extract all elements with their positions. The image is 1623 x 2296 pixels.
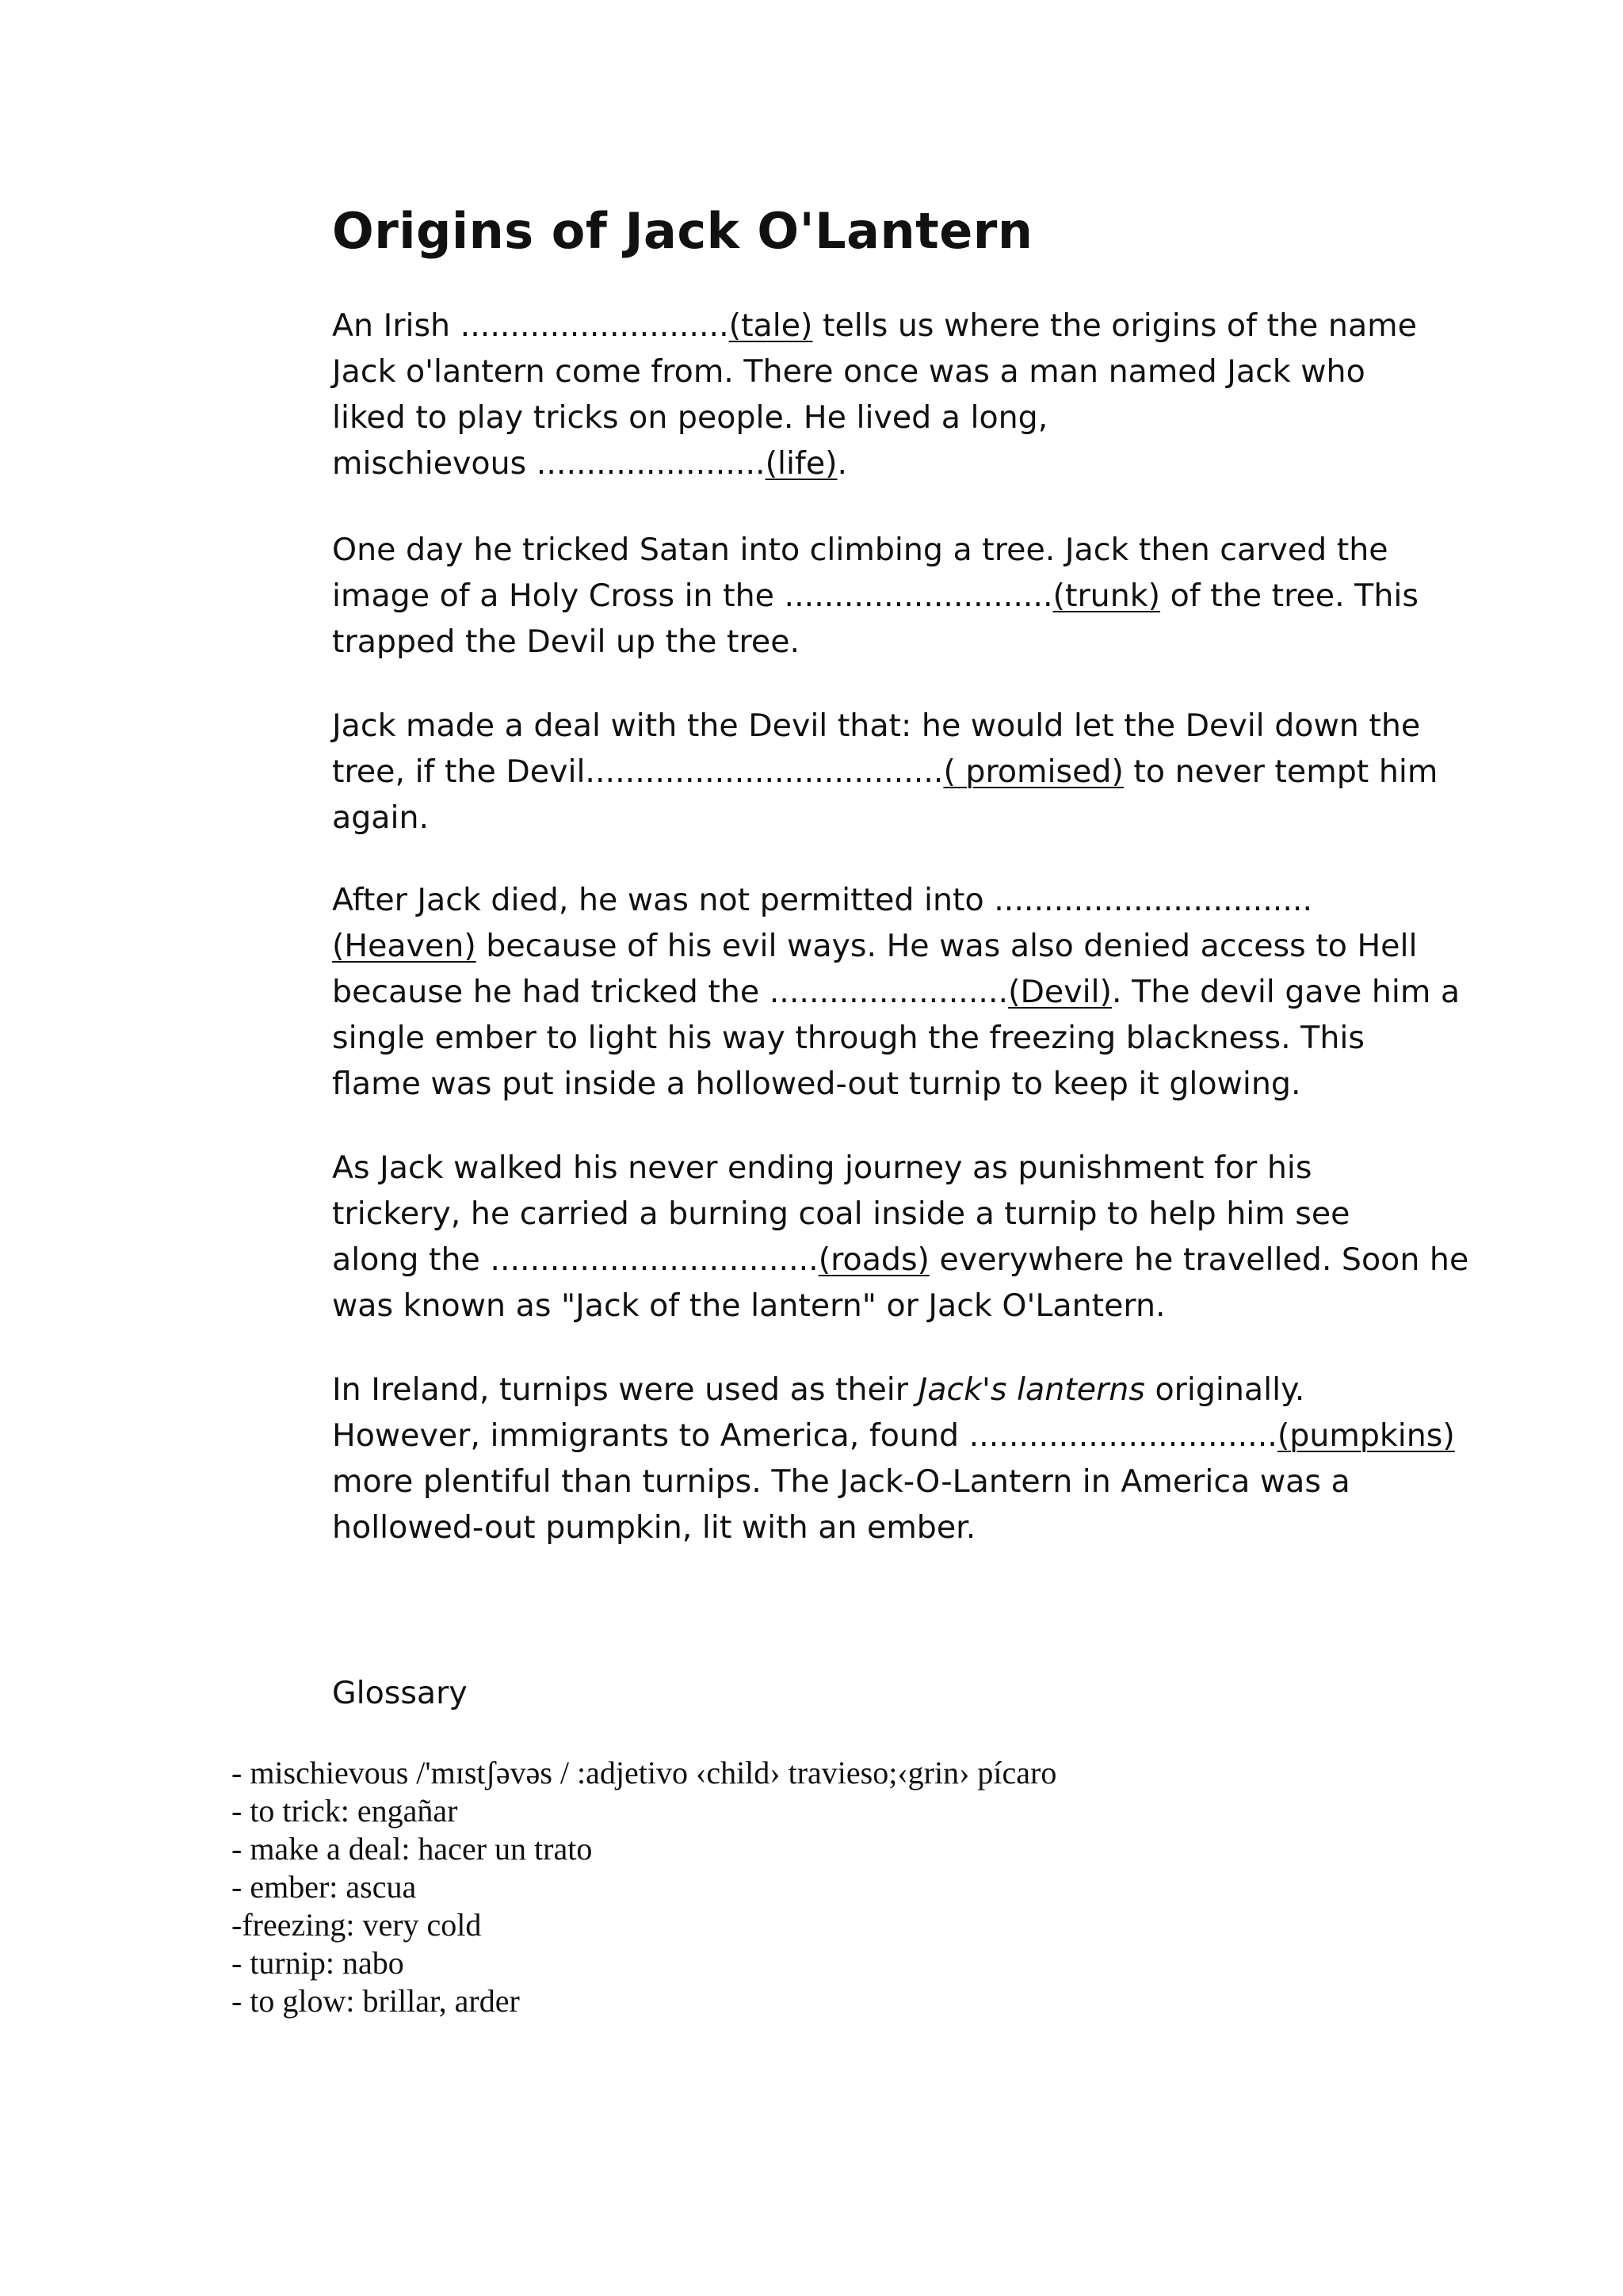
text-line: was known as "Jack of the lantern" or Jack O'Lantern.: [332, 1287, 1166, 1324]
text-line: tree, if the Devil....................................( promised) to never tempt him: [332, 753, 1438, 790]
glossary-item: - mischievous /'mɪstʃəvəs / :adjetivo ‹child› travieso;‹grin› pícaro: [231, 1755, 1057, 1791]
answer-word: (roads): [818, 1241, 930, 1278]
paragraph-6: [332, 1367, 1455, 1550]
answer-word: (Heaven): [332, 928, 476, 964]
glossary-item: - ember: ascua: [231, 1869, 417, 1905]
glossary-heading: Glossary: [332, 1675, 468, 1711]
glossary-item: - make a deal: hacer un trato: [231, 1831, 593, 1867]
text-line: image of a Holy Cross in the ...........................(trunk) of the tree. This: [332, 578, 1419, 614]
paragraph-3: [332, 703, 1438, 841]
paragraph-5: [332, 1145, 1469, 1329]
answer-word: (life): [765, 445, 838, 482]
text-line: Jack made a deal with the Devil that: he would let the Devil down the: [332, 707, 1421, 744]
glossary-item: - to trick: engañar: [231, 1793, 458, 1829]
glossary-item: - turnip: nabo: [231, 1945, 404, 1981]
text-line: In Ireland, turnips were used as their Jack's lanterns originally.: [332, 1371, 1305, 1408]
glossary-list: [231, 1754, 1056, 2020]
text-line: Jack o'lantern come from. There once was a man named Jack who: [332, 353, 1365, 390]
text-line: As Jack walked his never ending journey as punishment for his: [332, 1150, 1312, 1186]
text-line: flame was put inside a hollowed-out turnip to keep it glowing.: [332, 1066, 1301, 1102]
paragraph-2: [332, 527, 1419, 665]
paragraph-1: [332, 303, 1417, 486]
glossary-item: - to glow: brillar, arder: [231, 1983, 520, 2019]
answer-word: ( promised): [943, 753, 1124, 790]
paragraph-4: [332, 877, 1461, 1107]
text-line: hollowed-out pumpkin, lit with an ember.: [332, 1509, 976, 1546]
text-line: trapped the Devil up the tree.: [332, 624, 800, 660]
answer-word: (Devil): [1008, 974, 1112, 1010]
text-line: more plentiful than turnips. The Jack-O-Lantern in America was a: [332, 1463, 1350, 1500]
text-line: (Heaven) because of his evil ways. He was also denied access to Hell: [332, 928, 1418, 964]
text-line: mischievous .......................(life).: [332, 445, 848, 482]
text-line: After Jack died, he was not permitted into ................................: [332, 882, 1313, 918]
emphasis-text: Jack's lanterns: [918, 1371, 1145, 1408]
text-line: again.: [332, 799, 430, 836]
text-line: because he had tricked the ........................(Devil). The devil gave him a: [332, 974, 1461, 1010]
answer-word: (tale): [728, 307, 813, 344]
text-line: liked to play tricks on people. He lived a long,: [332, 399, 1048, 436]
text-line: One day he tricked Satan into climbing a tree. Jack then carved the: [332, 532, 1388, 568]
glossary-item: -freezing: very cold: [231, 1907, 482, 1943]
text-line: trickery, he carried a burning coal inside a turnip to help him see: [332, 1196, 1350, 1232]
answer-word: (pumpkins): [1277, 1417, 1455, 1454]
text-line: An Irish ...........................(tale) tells us where the origins of the name: [332, 307, 1417, 344]
text-line: along the .................................(roads) everywhere he travelled. Soon he: [332, 1241, 1469, 1278]
page-title: Origins of Jack O'Lantern: [332, 202, 1033, 260]
answer-word: (trunk): [1052, 578, 1161, 614]
text-line: However, immigrants to America, found ...............................(pumpkins): [332, 1417, 1455, 1454]
text-line: single ember to light his way through the freezing blackness. This: [332, 1020, 1365, 1056]
